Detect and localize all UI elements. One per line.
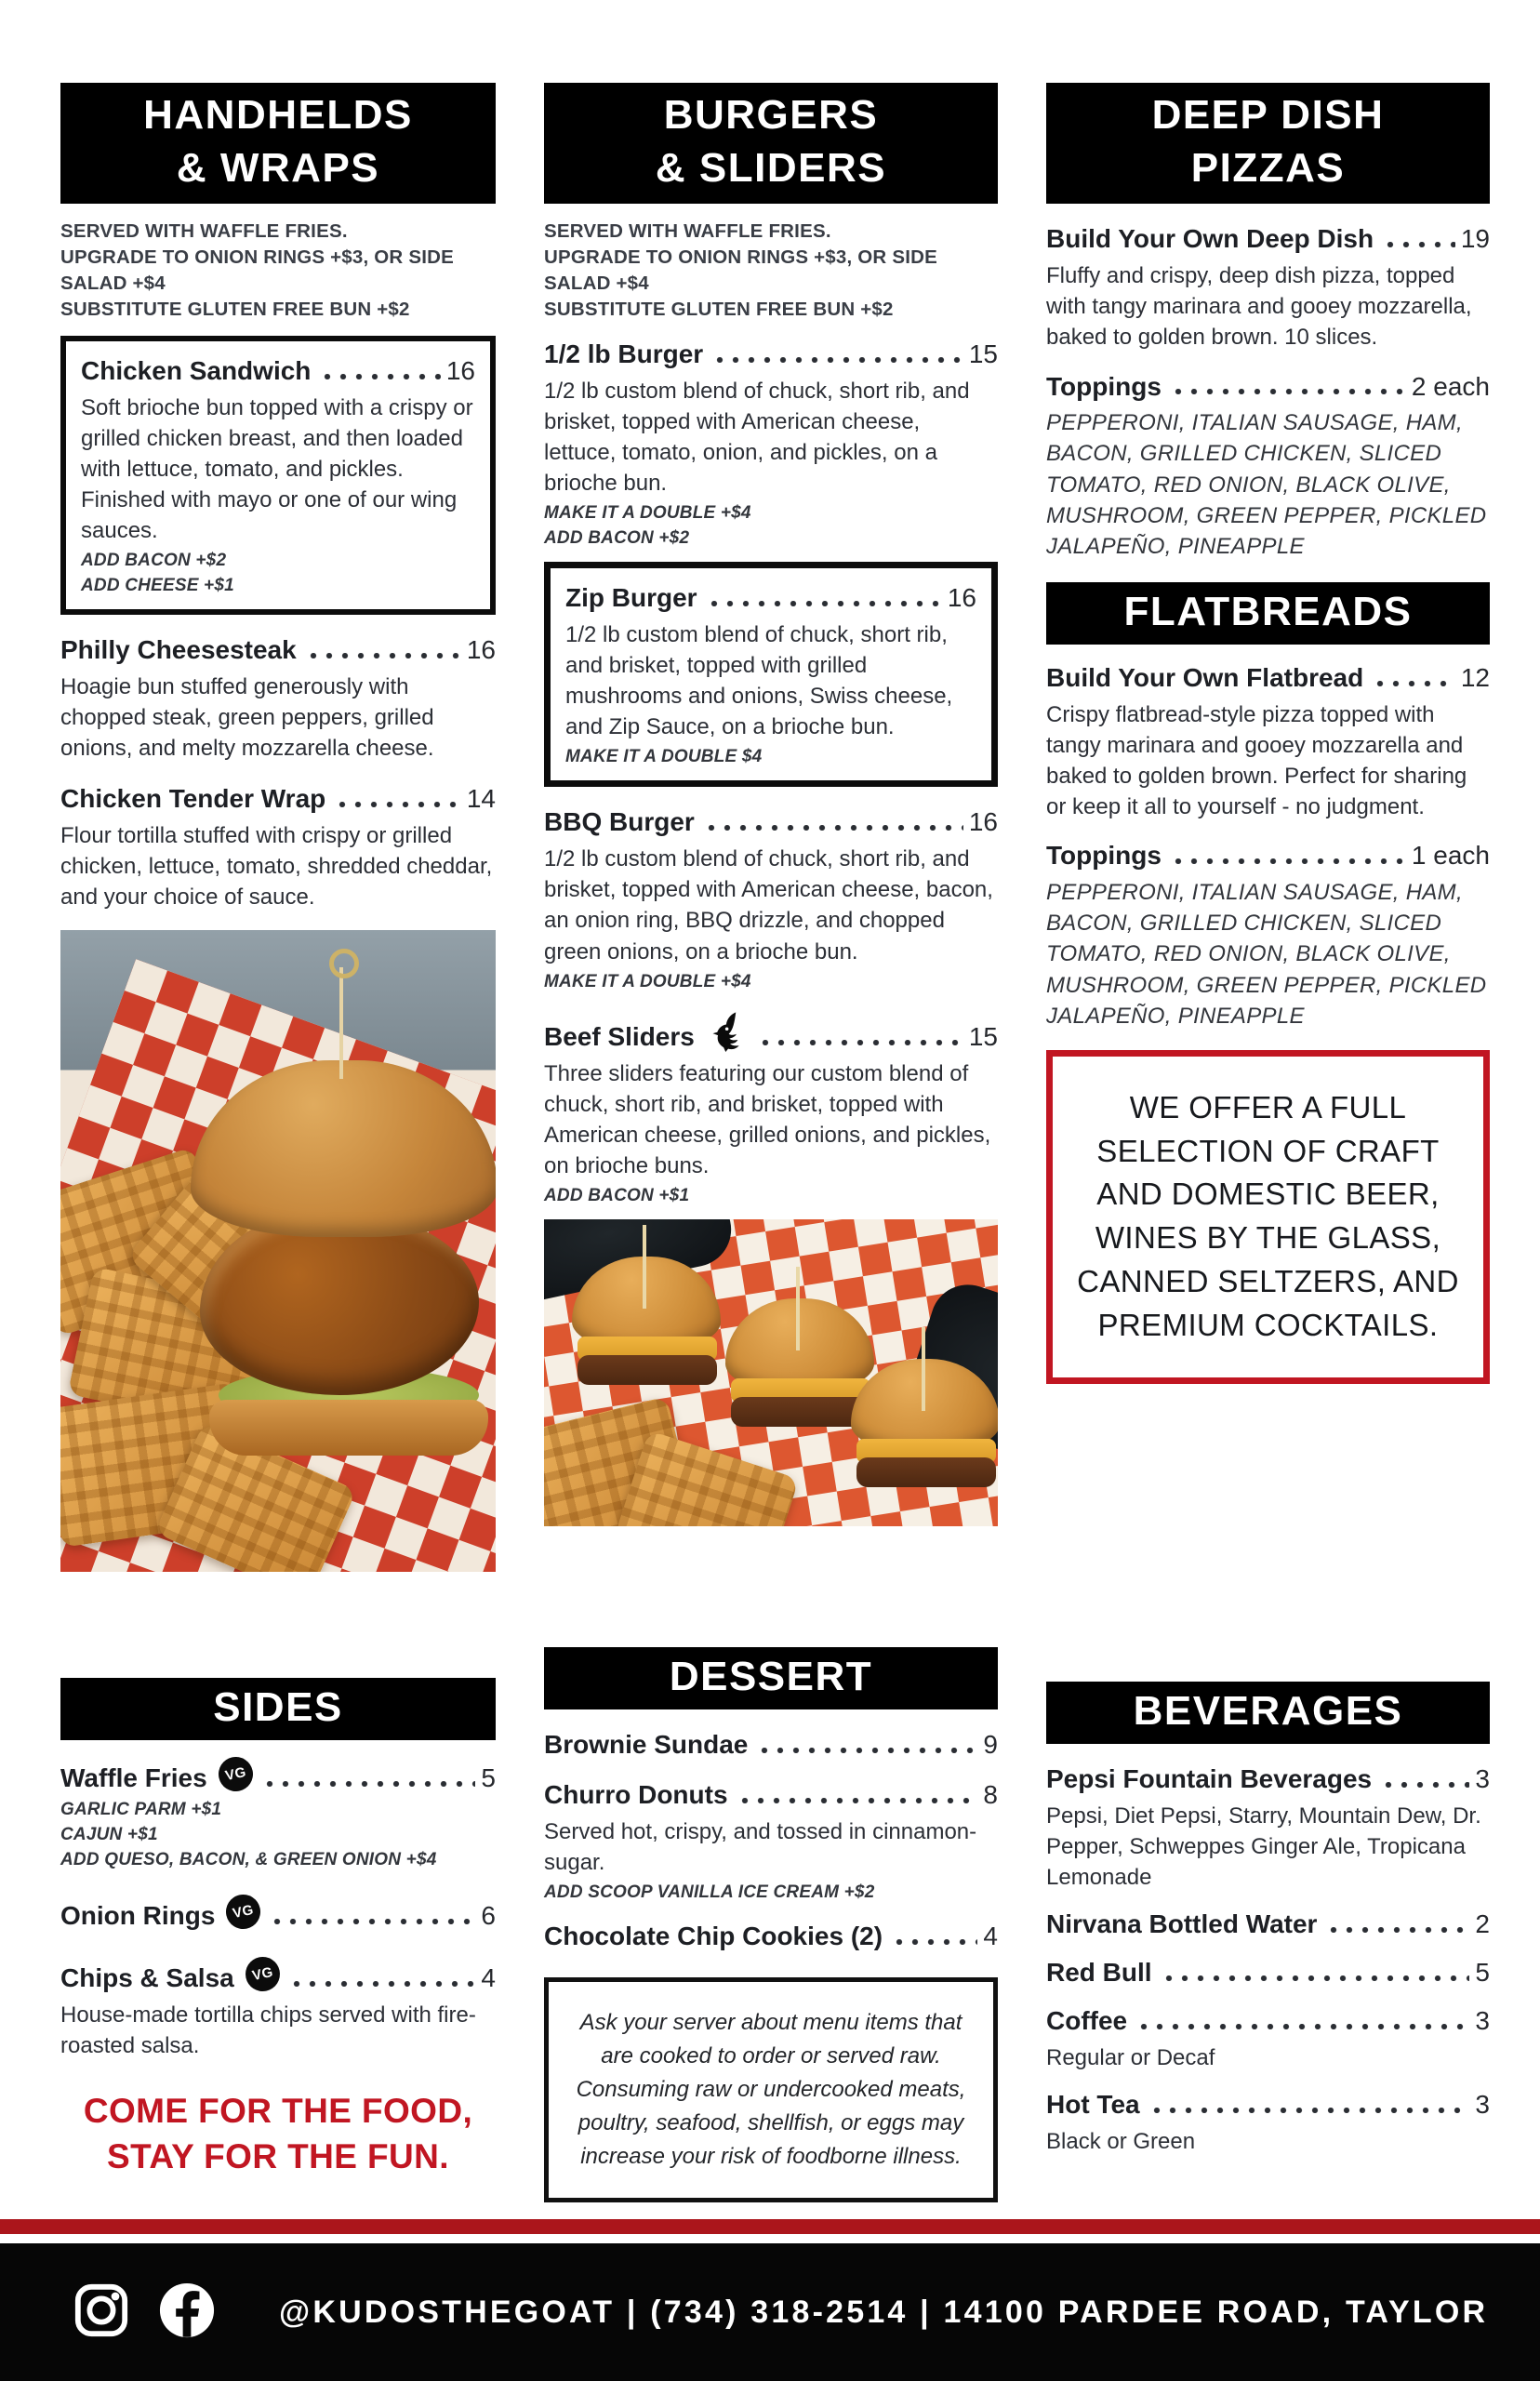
- section-header-deep-dish: [1046, 83, 1490, 204]
- dot-leader: [762, 1040, 963, 1045]
- dot-leader: [273, 1919, 475, 1924]
- item-modifier: CAJUN +$1: [60, 1825, 158, 1845]
- item-price: 2: [1475, 1909, 1490, 1939]
- footer-accent-bar: [0, 2219, 1540, 2234]
- menu-item-hot-tea: [1046, 2088, 1490, 2157]
- section-title-line: BEVERAGES: [1133, 1688, 1403, 1734]
- menu-item-chicken-tender-wrap: [60, 782, 496, 912]
- dot-leader: [716, 357, 963, 363]
- item-line: [1046, 1908, 1490, 1941]
- menu-item-chicken-sandwich: [81, 354, 475, 596]
- dot-leader: [1385, 1782, 1469, 1788]
- intro-line: SUBSTITUTE GLUTEN FREE BUN +$2: [60, 299, 410, 320]
- item-price: 5: [481, 1763, 496, 1793]
- item-price: 4: [481, 1963, 496, 1993]
- dot-leader: [310, 653, 461, 658]
- item-price: 16: [445, 355, 475, 385]
- item-name: Coffee: [1046, 2006, 1128, 2035]
- item-line: [565, 581, 976, 615]
- item-name: Churro Donuts: [544, 1780, 728, 1810]
- photo-pick: [796, 1267, 800, 1350]
- item-line: [544, 1728, 998, 1762]
- footer: [0, 2243, 1540, 2381]
- item-price: 2 each: [1411, 371, 1490, 401]
- item-price: 5: [1475, 1958, 1490, 1988]
- dot-leader: [1330, 1927, 1469, 1933]
- menu-item-nirvana-water: [1046, 1908, 1490, 1941]
- menu-item-build-deep-dish: [1046, 222, 1490, 352]
- item-name: Chicken Tender Wrap: [60, 784, 326, 814]
- menu-item-half-lb-burger: [544, 338, 998, 549]
- item-line: [544, 1778, 998, 1812]
- item-line: [1046, 2088, 1490, 2122]
- item-price: 3: [1475, 2006, 1490, 2035]
- item-name: Beef Sliders: [544, 1021, 695, 1051]
- photo-slider-patty: [731, 1397, 870, 1427]
- item-price: 9: [983, 1730, 998, 1760]
- item-price: 6: [481, 1901, 496, 1931]
- item-price: 12: [1460, 663, 1490, 693]
- item-name: Pepsi Fountain Beverages: [1046, 1764, 1373, 1794]
- intro-line: UPGRADE TO ONION RINGS +$3, OR SIDE SALAD +$4: [60, 246, 454, 295]
- dot-leader: [1153, 2108, 1470, 2113]
- item-price: 15: [968, 1021, 998, 1051]
- item-name: Toppings: [1046, 841, 1162, 871]
- item-description: House-made tortilla chips served with fire-roasted salsa.: [60, 2002, 476, 2059]
- dot-leader: [1387, 242, 1455, 247]
- item-modifier: MAKE IT A DOUBLE $4: [565, 747, 763, 767]
- item-line: [60, 633, 496, 667]
- menu-item-build-flatbread: [1046, 661, 1490, 822]
- column-burgers: [544, 83, 998, 1526]
- item-modifier: ADD BACON +$2: [544, 528, 690, 549]
- item-modifier: MAKE IT A DOUBLE +$4: [544, 971, 751, 991]
- intro-line: SUBSTITUTE GLUTEN FREE BUN +$2: [544, 299, 894, 320]
- item-description: 1/2 lb custom blend of chuck, short rib, and brisket, topped with grilled mushrooms and onions, Swiss cheese, and Zip Sauce, on a brioche bun.: [565, 621, 953, 740]
- item-name: Chicken Sandwich: [81, 355, 312, 385]
- menu-item-bbq-burger: [544, 805, 998, 991]
- column-handhelds: [60, 83, 496, 1572]
- column-sides: [60, 1678, 496, 2179]
- vegetarian-badge: VG: [242, 1954, 283, 1995]
- photo-pick: [339, 967, 343, 1079]
- item-name: Chips & Salsa: [60, 1963, 234, 1993]
- item-description: Regular or Decaf: [1046, 2044, 1215, 2070]
- photo-slider-patty: [578, 1355, 717, 1385]
- item-name: Zip Burger: [565, 583, 697, 613]
- drinks-callout-box: WE OFFER A FULL SELECTION OF CRAFT AND DOMESTIC BEER, WINES BY THE GLASS, CANNED SELTZERS, AND PREMIUM COCKTAILS.: [1046, 1050, 1490, 1384]
- item-name: 1/2 lb Burger: [544, 339, 704, 368]
- section-title-line: & WRAPS: [176, 145, 380, 192]
- column-dessert: [544, 1647, 998, 2202]
- photo-pick-loop: [329, 949, 359, 978]
- item-line: [81, 354, 475, 388]
- section-title-line: PIZZAS: [1190, 145, 1346, 192]
- item-modifier: GARLIC PARM +$1: [60, 1800, 222, 1820]
- featured-item-box: [60, 336, 496, 615]
- column-beverages: [1046, 1682, 1490, 2157]
- menu-item-zip-burger: [565, 581, 976, 767]
- item-description: 1/2 lb custom blend of chuck, short rib, and brisket, topped with American cheese, lettuce, tomato, onion, and pickles, on a brioche bun.: [544, 378, 970, 497]
- item-line: [1046, 1956, 1490, 1989]
- dot-leader: [293, 1981, 476, 1987]
- photo-sliders-basket: [544, 1219, 998, 1526]
- item-description: Served hot, crispy, and tossed in cinnamon-sugar.: [544, 1818, 977, 1875]
- item-price: 16: [968, 807, 998, 837]
- item-line: [1046, 370, 1490, 404]
- item-name: Red Bull: [1046, 1958, 1152, 1988]
- item-name: Philly Cheesesteak: [60, 635, 297, 665]
- item-description: Soft brioche bun topped with a crispy or grilled chicken breast, and then loaded with lettuce, tomato, and pickles. Finished with mayo or one of our wing sauces.: [81, 394, 473, 544]
- photo-bun-bottom: [209, 1400, 488, 1456]
- photo-slider: [851, 1359, 998, 1487]
- instagram-icon[interactable]: [73, 2281, 130, 2344]
- dot-leader: [266, 1781, 476, 1787]
- photo-slider: [572, 1257, 721, 1385]
- item-name: Toppings: [1046, 371, 1162, 401]
- dot-leader: [1175, 389, 1406, 394]
- section-header-burgers: [544, 83, 998, 204]
- item-line: [544, 338, 998, 371]
- facebook-icon[interactable]: [158, 2281, 216, 2344]
- item-description: Pepsi, Diet Pepsi, Starry, Mountain Dew, Dr. Pepper, Schweppes Ginger Ale, Tropicana Lemonade: [1046, 1803, 1481, 1891]
- food-safety-disclaimer: Ask your server about menu items that are cooked to order or served raw. Consuming raw or undercooked meats, poultry, seafood, shellfish, or eggs may increase your risk of foodborne illness.: [544, 1977, 998, 2202]
- item-price: 19: [1460, 224, 1490, 254]
- item-line: [544, 1011, 998, 1054]
- item-description: Three sliders featuring our custom blend of chuck, short rib, and brisket, topped with American cheese, grilled onions, and pickles, on brioche buns.: [544, 1060, 991, 1178]
- dot-leader: [708, 825, 963, 831]
- item-modifier: ADD SCOOP VANILLA ICE CREAM +$2: [544, 1882, 875, 1903]
- column-pizzas: [1046, 83, 1490, 1384]
- photo-slider-bun: [572, 1257, 721, 1350]
- item-name: Waffle Fries: [60, 1763, 207, 1793]
- item-description: Black or Green: [1046, 2128, 1196, 2154]
- dot-leader: [1140, 2024, 1469, 2029]
- item-price: 16: [947, 583, 976, 613]
- item-price: 3: [1475, 2089, 1490, 2119]
- photo-chicken-sandwich-basket: [60, 930, 496, 1572]
- menu-item-churro-donuts: [544, 1778, 998, 1903]
- vegetarian-badge: VG: [223, 1892, 264, 1933]
- item-name: Brownie Sundae: [544, 1730, 749, 1760]
- goat-icon: [708, 1011, 749, 1052]
- section-header-beverages: [1046, 1682, 1490, 1744]
- dot-leader: [896, 1939, 977, 1945]
- menu-item-pepsi-fountain: [1046, 1762, 1490, 1893]
- tagline-line: STAY FOR THE FUN.: [107, 2136, 449, 2175]
- intro-line: SERVED WITH WAFFLE FRIES.: [60, 220, 348, 243]
- item-modifier: ADD QUESO, BACON, & GREEN ONION +$4: [60, 1850, 437, 1870]
- menu-item-red-bull: [1046, 1956, 1490, 1989]
- item-name: BBQ Burger: [544, 807, 695, 837]
- dot-leader: [1165, 1975, 1470, 1981]
- item-price: 1 each: [1411, 841, 1490, 871]
- menu-item-waffle-fries: [60, 1757, 496, 1870]
- section-intro: [544, 219, 998, 323]
- item-price: 16: [466, 635, 496, 665]
- item-name: Chocolate Chip Cookies (2): [544, 1922, 883, 1951]
- dot-leader: [1175, 858, 1406, 864]
- item-price: 8: [983, 1780, 998, 1810]
- dot-leader: [339, 802, 461, 807]
- item-description: Hoagie bun stuffed generously with chopped steak, green peppers, grilled onions, and melty mozzarella cheese.: [60, 674, 434, 762]
- item-description: Flour tortilla stuffed with crispy or grilled chicken, lettuce, tomato, shredded cheddar, and your choice of sauce.: [60, 823, 493, 911]
- item-modifier: ADD CHEESE +$1: [81, 576, 234, 596]
- menu-item-onion-rings: [60, 1895, 496, 1933]
- menu-item-chocolate-chip-cookies: [544, 1920, 998, 1953]
- intro-line: SERVED WITH WAFFLE FRIES.: [544, 220, 831, 243]
- item-line: [60, 1957, 496, 1995]
- menu-item-brownie-sundae: [544, 1728, 998, 1762]
- dot-leader: [1376, 681, 1455, 686]
- section-title-line: SIDES: [213, 1684, 343, 1730]
- toppings-list: PEPPERONI, ITALIAN SAUSAGE, HAM, BACON, GRILLED CHICKEN, SLICED TOMATO, RED ONION, BLACK OLIVE, MUSHROOM, GREEN PEPPER, PICKLED JALAPEÑO, PINEAPPLE: [1046, 880, 1487, 1029]
- item-line: [60, 1757, 496, 1795]
- item-modifier: ADD BACON +$2: [81, 551, 227, 571]
- photo-pick: [643, 1225, 646, 1309]
- tagline-line: COME FOR THE FOOD,: [83, 2092, 473, 2131]
- intro-line: UPGRADE TO ONION RINGS +$3, OR SIDE SALAD +$4: [544, 246, 937, 295]
- featured-item-box: [544, 562, 998, 787]
- vegetarian-badge: VG: [215, 1754, 256, 1795]
- toppings-list: PEPPERONI, ITALIAN SAUSAGE, HAM, BACON, GRILLED CHICKEN, SLICED TOMATO, RED ONION, BLACK OLIVE, MUSHROOM, GREEN PEPPER, PICKLED JALAPEÑO, PINEAPPLE: [1046, 410, 1487, 559]
- section-title-line: DESSERT: [669, 1654, 873, 1699]
- item-description: 1/2 lb custom blend of chuck, short rib, and brisket, topped with American cheese, bacon, an onion ring, BBQ drizzle, and chopped green onions, on a brioche bun.: [544, 846, 993, 964]
- item-line: [1046, 839, 1490, 872]
- item-line: [1046, 661, 1490, 695]
- section-title-line: DEEP DISH: [1151, 92, 1385, 138]
- menu-item-beef-sliders: [544, 1011, 998, 1206]
- dot-leader: [710, 601, 942, 606]
- item-price: 14: [466, 784, 496, 814]
- item-line: [60, 782, 496, 816]
- section-title-line: HANDHELDS: [143, 92, 413, 138]
- item-line: [60, 1895, 496, 1933]
- photo-pick: [922, 1327, 925, 1411]
- item-line: [544, 805, 998, 839]
- section-intro: [60, 219, 496, 323]
- item-line: [1046, 2004, 1490, 2038]
- menu-item-flatbread-toppings: [1046, 839, 1490, 1031]
- dot-leader: [761, 1748, 977, 1753]
- item-line: [1046, 1762, 1490, 1796]
- item-description: Crispy flatbread-style pizza topped with tangy marinara and gooey mozzarella and baked to golden brown. Perfect for sharing or keep it all to yourself - no judgment.: [1046, 701, 1467, 820]
- photo-slider-patty: [856, 1457, 996, 1487]
- section-title-line: BURGERS: [663, 92, 879, 138]
- tagline: [60, 2089, 496, 2178]
- item-price: 3: [1475, 1764, 1490, 1794]
- item-name: Onion Rings: [60, 1901, 216, 1931]
- section-title-line: & SLIDERS: [655, 145, 887, 192]
- menu-item-coffee: [1046, 2004, 1490, 2073]
- item-name: Build Your Own Flatbread: [1046, 663, 1364, 693]
- section-header-flatbreads: [1046, 582, 1490, 645]
- item-modifier: ADD BACON +$1: [544, 1186, 690, 1206]
- item-price: 4: [983, 1922, 998, 1951]
- dot-leader: [741, 1798, 978, 1803]
- menu-item-chips-salsa: [60, 1957, 496, 2061]
- item-name: Build Your Own Deep Dish: [1046, 224, 1374, 254]
- section-header-dessert: [544, 1647, 998, 1709]
- item-line: [1046, 222, 1490, 256]
- menu-item-deep-dish-toppings: [1046, 370, 1490, 562]
- section-title-line: FLATBREADS: [1123, 588, 1413, 634]
- footer-contact-line: @KUDOSTHEGOAT | (734) 318-2514 | 14100 PARDEE ROAD, TAYLOR: [279, 2294, 1489, 2330]
- menu-item-philly-cheesesteak: [60, 633, 496, 764]
- section-header-handhelds: [60, 83, 496, 204]
- section-header-sides: [60, 1678, 496, 1740]
- item-price: 15: [968, 339, 998, 368]
- item-description: Fluffy and crispy, deep dish pizza, topped with tangy marinara and gooey mozzarella, baked to golden brown. 10 slices.: [1046, 263, 1472, 351]
- dot-leader: [324, 374, 440, 379]
- item-line: [544, 1920, 998, 1953]
- item-name: Nirvana Bottled Water: [1046, 1909, 1318, 1939]
- item-modifier: MAKE IT A DOUBLE +$4: [544, 503, 751, 524]
- item-name: Hot Tea: [1046, 2089, 1140, 2119]
